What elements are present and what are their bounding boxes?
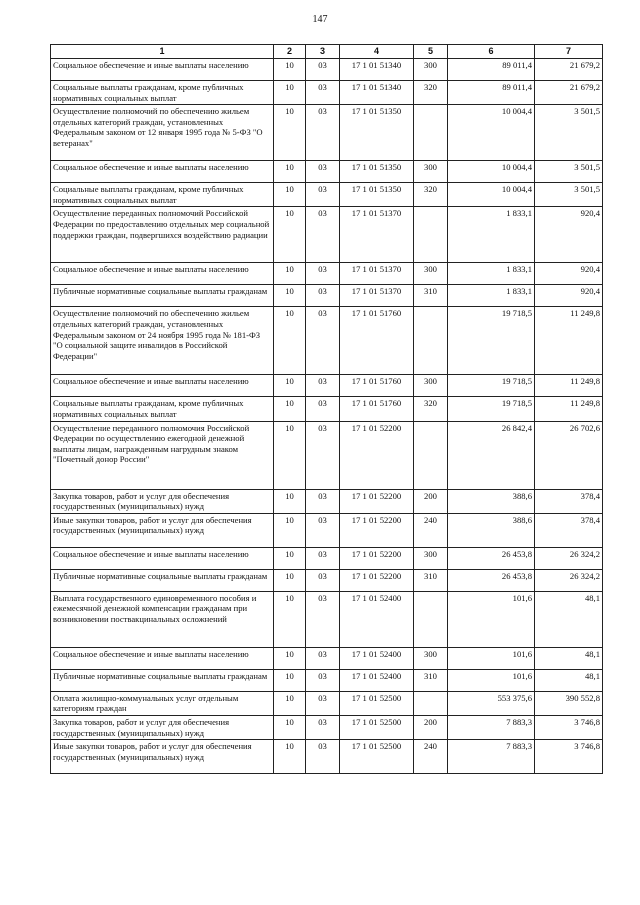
target-article-code: 17 1 01 52200 — [340, 489, 414, 513]
table-row — [51, 547, 603, 569]
subsection-code: 03 — [306, 183, 340, 207]
section-code: 10 — [274, 105, 306, 161]
amount-executed: 3 746,8 — [535, 740, 603, 774]
expense-type-code: 240 — [414, 513, 448, 547]
subsection-code: 03 — [306, 715, 340, 739]
table-row — [51, 740, 603, 774]
table-row — [51, 81, 603, 105]
section-code: 10 — [274, 669, 306, 691]
subsection-code: 03 — [306, 307, 340, 375]
subsection-code: 03 — [306, 207, 340, 263]
amount-planned: 7 883,3 — [448, 715, 535, 739]
expense-type-code: 300 — [414, 647, 448, 669]
amount-planned: 1 833,1 — [448, 285, 535, 307]
table-header — [51, 45, 603, 59]
subsection-code: 03 — [306, 375, 340, 397]
expense-type-code — [414, 591, 448, 647]
section-code: 10 — [274, 397, 306, 421]
column-header: 6 — [448, 45, 535, 59]
target-article-code: 17 1 01 52400 — [340, 647, 414, 669]
table-row — [51, 489, 603, 513]
target-article-code: 17 1 01 51370 — [340, 285, 414, 307]
expense-type-code: 300 — [414, 161, 448, 183]
amount-executed: 26 324,2 — [535, 569, 603, 591]
target-article-code: 17 1 01 51370 — [340, 263, 414, 285]
row-description: Социальное обеспечение и иные выплаты населению — [51, 161, 274, 183]
column-header: 7 — [535, 45, 603, 59]
expense-type-code: 240 — [414, 740, 448, 774]
expense-type-code: 300 — [414, 375, 448, 397]
amount-executed: 3 501,5 — [535, 183, 603, 207]
expense-type-code — [414, 691, 448, 715]
expense-type-code: 310 — [414, 669, 448, 691]
expense-type-code — [414, 307, 448, 375]
target-article-code: 17 1 01 52400 — [340, 591, 414, 647]
target-article-code: 17 1 01 52200 — [340, 569, 414, 591]
section-code: 10 — [274, 161, 306, 183]
amount-planned: 101,6 — [448, 669, 535, 691]
subsection-code: 03 — [306, 740, 340, 774]
section-code: 10 — [274, 513, 306, 547]
row-description: Социальное обеспечение и иные выплаты населению — [51, 263, 274, 285]
target-article-code: 17 1 01 51350 — [340, 105, 414, 161]
amount-planned: 89 011,4 — [448, 59, 535, 81]
row-description: Закупка товаров, работ и услуг для обеспечения государственных (муниципальных) нужд — [51, 489, 274, 513]
amount-executed: 3 501,5 — [535, 105, 603, 161]
expense-type-code: 310 — [414, 285, 448, 307]
amount-executed: 11 249,8 — [535, 307, 603, 375]
table-row — [51, 183, 603, 207]
subsection-code: 03 — [306, 59, 340, 81]
amount-planned: 26 453,8 — [448, 569, 535, 591]
expense-type-code: 320 — [414, 397, 448, 421]
expense-type-code: 300 — [414, 263, 448, 285]
amount-executed: 48,1 — [535, 591, 603, 647]
row-description: Социальные выплаты гражданам, кроме публичных нормативных социальных выплат — [51, 81, 274, 105]
section-code: 10 — [274, 263, 306, 285]
target-article-code: 17 1 01 51350 — [340, 161, 414, 183]
subsection-code: 03 — [306, 263, 340, 285]
table-row — [51, 715, 603, 739]
section-code: 10 — [274, 207, 306, 263]
amount-planned: 10 004,4 — [448, 161, 535, 183]
target-article-code: 17 1 01 51340 — [340, 81, 414, 105]
table-row — [51, 421, 603, 489]
amount-executed: 378,4 — [535, 489, 603, 513]
amount-planned: 388,6 — [448, 489, 535, 513]
amount-planned: 7 883,3 — [448, 740, 535, 774]
table-row — [51, 59, 603, 81]
section-code: 10 — [274, 569, 306, 591]
row-description: Осуществление полномочий по обеспечению жильем отдельных категорий граждан, установленных Федеральным законом от 12 января 1995 года № 5-ФЗ "О ветеранах" — [51, 105, 274, 161]
amount-executed: 21 679,2 — [535, 59, 603, 81]
expense-type-code: 320 — [414, 183, 448, 207]
amount-executed: 920,4 — [535, 285, 603, 307]
section-code: 10 — [274, 59, 306, 81]
column-header: 1 — [51, 45, 274, 59]
expense-type-code — [414, 105, 448, 161]
row-description: Оплата жилищно-коммунальных услуг отдельным категориям граждан — [51, 691, 274, 715]
row-description: Выплата государственного единовременного пособия и ежемесячной денежной компенсации гражданам при возникновении поствакцинальных осложнений — [51, 591, 274, 647]
amount-executed: 3 501,5 — [535, 161, 603, 183]
table-row — [51, 105, 603, 161]
section-code: 10 — [274, 81, 306, 105]
amount-planned: 89 011,4 — [448, 81, 535, 105]
amount-executed: 48,1 — [535, 669, 603, 691]
amount-planned: 1 833,1 — [448, 263, 535, 285]
row-description: Осуществление полномочий по обеспечению жильем отдельных категорий граждан, установленных Федеральным законом от 24 ноября 1995 года № 181-ФЗ "О социальной защите инвалидов в Российской Федерации" — [51, 307, 274, 375]
section-code: 10 — [274, 421, 306, 489]
expense-type-code — [414, 421, 448, 489]
expense-type-code: 200 — [414, 715, 448, 739]
expense-type-code: 300 — [414, 547, 448, 569]
table-row — [51, 307, 603, 375]
target-article-code: 17 1 01 52400 — [340, 669, 414, 691]
subsection-code: 03 — [306, 489, 340, 513]
table-row — [51, 513, 603, 547]
table-body — [51, 59, 603, 774]
target-article-code: 17 1 01 52200 — [340, 421, 414, 489]
row-description: Социальные выплаты гражданам, кроме публичных нормативных социальных выплат — [51, 397, 274, 421]
amount-executed: 21 679,2 — [535, 81, 603, 105]
amount-executed: 26 702,6 — [535, 421, 603, 489]
amount-planned: 388,6 — [448, 513, 535, 547]
amount-executed: 11 249,8 — [535, 397, 603, 421]
amount-executed: 48,1 — [535, 647, 603, 669]
table-row — [51, 207, 603, 263]
table-row — [51, 397, 603, 421]
row-description: Социальное обеспечение и иные выплаты населению — [51, 59, 274, 81]
row-description: Публичные нормативные социальные выплаты гражданам — [51, 569, 274, 591]
row-description: Социальное обеспечение и иные выплаты населению — [51, 647, 274, 669]
section-code: 10 — [274, 489, 306, 513]
subsection-code: 03 — [306, 161, 340, 183]
target-article-code: 17 1 01 51760 — [340, 307, 414, 375]
row-description: Осуществление переданного полномочия Российской Федерации по осуществлению ежегодной денежной выплаты лицам, награжденным нагрудным знаком "Почетный донор России" — [51, 421, 274, 489]
subsection-code: 03 — [306, 105, 340, 161]
section-code: 10 — [274, 740, 306, 774]
subsection-code: 03 — [306, 591, 340, 647]
page-number: 147 — [312, 14, 328, 25]
expense-type-code: 310 — [414, 569, 448, 591]
amount-planned: 553 375,6 — [448, 691, 535, 715]
amount-planned: 101,6 — [448, 591, 535, 647]
expense-type-code: 200 — [414, 489, 448, 513]
subsection-code: 03 — [306, 669, 340, 691]
section-code: 10 — [274, 307, 306, 375]
subsection-code: 03 — [306, 691, 340, 715]
row-description: Закупка товаров, работ и услуг для обеспечения государственных (муниципальных) нужд — [51, 715, 274, 739]
table-row — [51, 669, 603, 691]
target-article-code: 17 1 01 51350 — [340, 183, 414, 207]
subsection-code: 03 — [306, 513, 340, 547]
row-description: Публичные нормативные социальные выплаты гражданам — [51, 669, 274, 691]
subsection-code: 03 — [306, 547, 340, 569]
header-row — [51, 45, 603, 59]
row-description: Иные закупки товаров, работ и услуг для обеспечения государственных (муниципальных) нужд — [51, 740, 274, 774]
amount-planned: 19 718,5 — [448, 307, 535, 375]
amount-planned: 19 718,5 — [448, 397, 535, 421]
amount-planned: 10 004,4 — [448, 105, 535, 161]
amount-planned: 19 718,5 — [448, 375, 535, 397]
target-article-code: 17 1 01 52500 — [340, 691, 414, 715]
section-code: 10 — [274, 285, 306, 307]
amount-executed: 26 324,2 — [535, 547, 603, 569]
section-code: 10 — [274, 183, 306, 207]
section-code: 10 — [274, 647, 306, 669]
row-description: Социальное обеспечение и иные выплаты населению — [51, 547, 274, 569]
section-code: 10 — [274, 547, 306, 569]
row-description: Иные закупки товаров, работ и услуг для обеспечения государственных (муниципальных) нужд — [51, 513, 274, 547]
amount-executed: 920,4 — [535, 207, 603, 263]
section-code: 10 — [274, 715, 306, 739]
row-description: Публичные нормативные социальные выплаты гражданам — [51, 285, 274, 307]
target-article-code: 17 1 01 51760 — [340, 397, 414, 421]
amount-planned: 1 833,1 — [448, 207, 535, 263]
table-row — [51, 591, 603, 647]
target-article-code: 17 1 01 51760 — [340, 375, 414, 397]
amount-planned: 101,6 — [448, 647, 535, 669]
row-description: Социальные выплаты гражданам, кроме публичных нормативных социальных выплат — [51, 183, 274, 207]
table-row — [51, 569, 603, 591]
table-row — [51, 647, 603, 669]
section-code: 10 — [274, 375, 306, 397]
amount-executed: 3 746,8 — [535, 715, 603, 739]
table-row — [51, 285, 603, 307]
section-code: 10 — [274, 691, 306, 715]
amount-executed: 920,4 — [535, 263, 603, 285]
table-row — [51, 691, 603, 715]
amount-planned: 10 004,4 — [448, 183, 535, 207]
column-header: 5 — [414, 45, 448, 59]
target-article-code: 17 1 01 52200 — [340, 547, 414, 569]
amount-planned: 26 453,8 — [448, 547, 535, 569]
subsection-code: 03 — [306, 569, 340, 591]
table-row — [51, 161, 603, 183]
target-article-code: 17 1 01 51370 — [340, 207, 414, 263]
subsection-code: 03 — [306, 421, 340, 489]
row-description: Социальное обеспечение и иные выплаты населению — [51, 375, 274, 397]
amount-executed: 378,4 — [535, 513, 603, 547]
expense-type-code: 300 — [414, 59, 448, 81]
column-header: 3 — [306, 45, 340, 59]
amount-planned: 26 842,4 — [448, 421, 535, 489]
table-row — [51, 263, 603, 285]
subsection-code: 03 — [306, 647, 340, 669]
table-row — [51, 375, 603, 397]
subsection-code: 03 — [306, 81, 340, 105]
budget-table — [50, 44, 603, 774]
subsection-code: 03 — [306, 285, 340, 307]
target-article-code: 17 1 01 52500 — [340, 740, 414, 774]
expense-type-code: 320 — [414, 81, 448, 105]
row-description: Осуществление переданных полномочий Российской Федерации по предоставлению отдельных мер социальной поддержки граждан, подвергшихся воздействию радиации — [51, 207, 274, 263]
column-header: 2 — [274, 45, 306, 59]
target-article-code: 17 1 01 52500 — [340, 715, 414, 739]
subsection-code: 03 — [306, 397, 340, 421]
target-article-code: 17 1 01 52200 — [340, 513, 414, 547]
expense-type-code — [414, 207, 448, 263]
section-code: 10 — [274, 591, 306, 647]
target-article-code: 17 1 01 51340 — [340, 59, 414, 81]
column-header: 4 — [340, 45, 414, 59]
amount-executed: 11 249,8 — [535, 375, 603, 397]
amount-executed: 390 552,8 — [535, 691, 603, 715]
